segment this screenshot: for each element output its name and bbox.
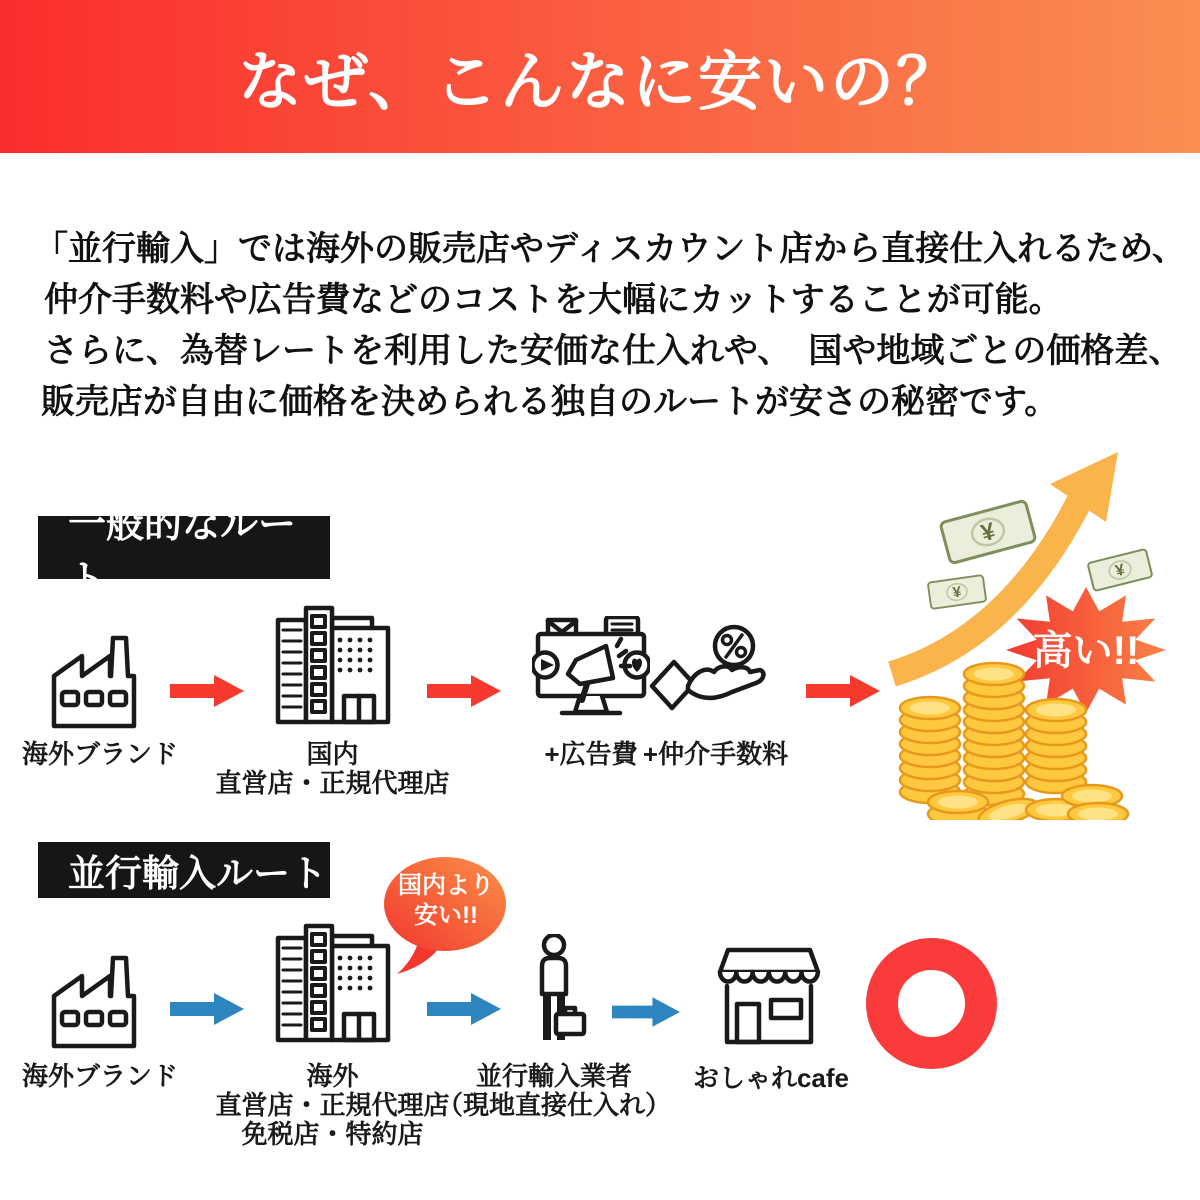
route-general-label-text: 一般的なルート	[68, 503, 297, 601]
flow-arrow-blue-3	[612, 996, 680, 1028]
importer-person-icon	[526, 934, 590, 1048]
good-result-circle-icon	[866, 938, 997, 1069]
caption-brokerage-fee: +仲介手数料	[642, 739, 789, 769]
hand-percent-icon	[648, 624, 770, 724]
caption-parallel-importer: 並行輸入業者 （現地直接仕入れ）	[436, 1061, 671, 1120]
bubble-text: 国内より 安い!!	[398, 872, 494, 929]
route-parallel-label	[38, 842, 330, 898]
expensive-money-graphic	[880, 442, 1200, 820]
caption-overseas-brand-1: 海外ブランド	[21, 739, 178, 769]
expensive-burst-badge	[1006, 587, 1166, 713]
intro-paragraph	[0, 224, 1200, 428]
storefront-icon	[714, 944, 824, 1046]
caption-overseas-store: 海外 直営店・正規代理店 免税店・特約店	[215, 1061, 450, 1149]
office-building-icon	[274, 922, 392, 1044]
factory-icon	[48, 946, 140, 1052]
svg-text:¥: ¥	[978, 517, 999, 548]
banner	[0, 0, 1200, 153]
route-general-label	[38, 503, 330, 601]
svg-text:¥: ¥	[951, 583, 963, 602]
intro-line-3: さらに、為替レートを利用した安価な仕入れや、 国や地域ごとの価格差、	[44, 332, 1183, 370]
flow-arrow-red-3	[805, 674, 881, 708]
yen-banknote-icon	[928, 575, 987, 609]
yen-banknote-icon	[940, 500, 1036, 563]
intro-line-4: 販売店が自由に価格を決められる独自のルートが安さの秘密です。	[41, 383, 1059, 421]
cheaper-speech-bubble	[383, 856, 511, 978]
page-title: なぜ、こんなに安いの？	[237, 45, 963, 118]
flow-arrow-blue-2	[427, 992, 501, 1026]
office-building-icon	[274, 604, 392, 726]
intro-line-1: 「並行輸入」では海外の販売店やディスカウント店から直接仕入れるため、	[34, 230, 1186, 268]
expensive-badge-text: 高い!!	[1032, 629, 1140, 673]
yen-banknote-icon	[1088, 549, 1153, 591]
caption-oshare-cafe: おしゃれcafe	[692, 1063, 850, 1093]
flow-arrow-blue-1	[170, 992, 244, 1026]
caption-domestic-store: 国内 直営店・正規代理店	[215, 739, 450, 798]
flow-arrow-red-2	[427, 674, 501, 708]
factory-icon	[48, 626, 140, 732]
intro-line-2: 仲介手数料や広告費などのコストを大幅にカットすることが可能。	[44, 281, 1063, 319]
caption-ad-cost: +広告費	[544, 739, 638, 769]
flow-arrow-red-1	[170, 674, 244, 708]
advertising-megaphone-icon	[532, 616, 650, 730]
svg-text:¥: ¥	[1113, 560, 1127, 581]
route-parallel-label-text: 並行輸入ルート	[68, 853, 327, 894]
caption-overseas-brand-2: 海外ブランド	[21, 1061, 178, 1091]
